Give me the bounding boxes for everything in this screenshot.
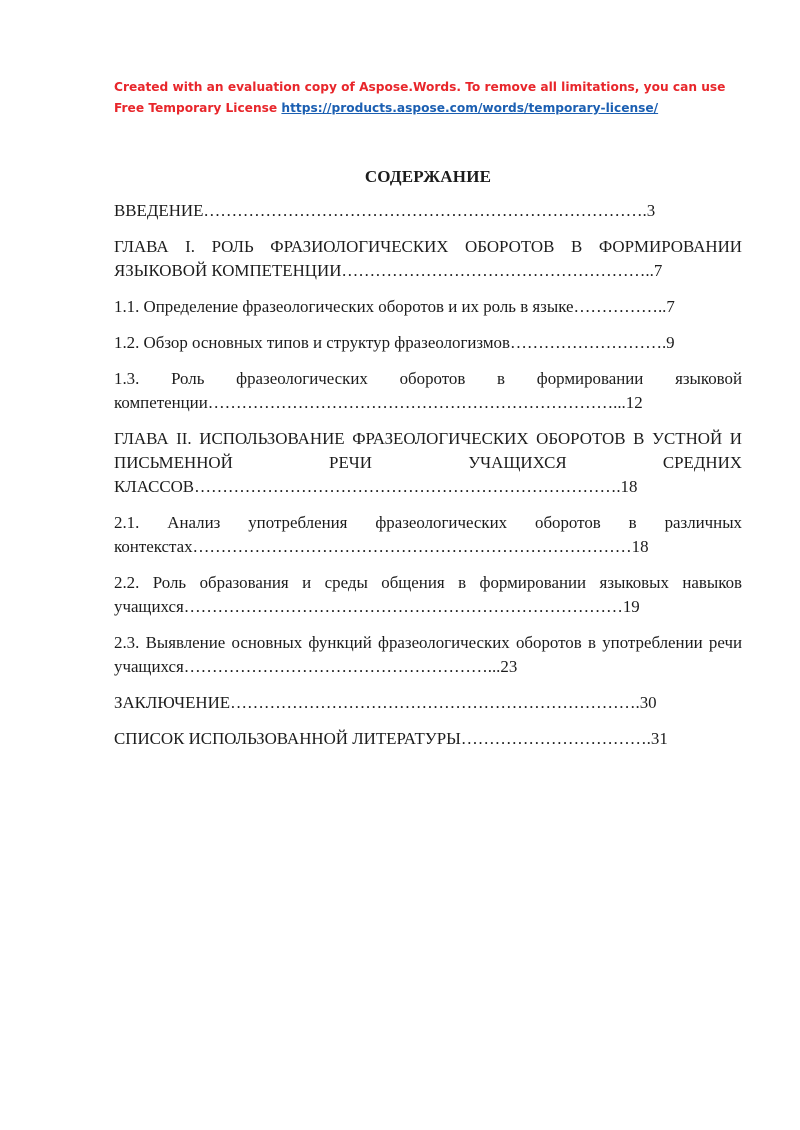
toc-entry-2-2: 2.2. Роль образования и среды общения в формировании языковых навыков учащихся……………………………………………………………………19	[114, 573, 742, 616]
watermark-prefix: Free Temporary License	[114, 101, 282, 115]
toc-entry-2-1: 2.1. Анализ употребления фразеологических оборотов в различных контекстах……………………………………………………………………18	[114, 513, 742, 556]
toc-entry-chapter-1: ГЛАВА I. РОЛЬ ФРАЗИОЛОГИЧЕСКИХ ОБОРОТОВ В ФОРМИРОВАНИИ ЯЗЫКОВОЙ КОМПЕТЕНЦИИ………………………………………………..7	[114, 237, 742, 280]
toc-title: СОДЕРЖАНИЕ	[364, 167, 492, 186]
watermark-line-1: Created with an evaluation copy of Aspose.Words. To remove all limitations, you can use	[114, 80, 726, 94]
toc-entry-1-2: 1.2. Обзор основных типов и структур фразеологизмов……………………….9	[114, 333, 675, 352]
toc-entry-1-3: 1.3. Роль фразеологических оборотов в формировании языковой компетенции………………………………………………………………...12	[114, 369, 742, 412]
license-link[interactable]: https://products.aspose.com/words/temporary-license/	[281, 101, 659, 115]
toc-entry-chapter-2: ГЛАВА II. ИСПОЛЬЗОВАНИЕ ФРАЗЕОЛОГИЧЕСКИХ ОБОРОТОВ В УСТНОЙ И ПИСЬМЕННОЙ РЕЧИ УЧАЩИХСЯ СРЕДНИХ КЛАССОВ………………………………………………………………….18	[114, 429, 742, 496]
toc-entry-1-1: 1.1. Определение фразеологических оборотов и их роль в языке……………..7	[114, 297, 675, 316]
toc-entry-2-3: 2.3. Выявление основных функций фразеологических оборотов в употреблении речи учащихся………………………………………………...23	[114, 633, 742, 676]
watermark-line-2	[114, 98, 754, 119]
table-of-contents	[114, 165, 742, 763]
evaluation-watermark	[114, 77, 754, 119]
toc-entry-introduction: ВВЕДЕНИЕ…………………………………………………………………….3	[114, 201, 656, 220]
toc-entry-references: СПИСОК ИСПОЛЬЗОВАННОЙ ЛИТЕРАТУРЫ…………………………….31	[114, 729, 668, 748]
toc-entry-conclusion: ЗАКЛЮЧЕНИЕ……………………………………………………………….30	[114, 693, 657, 712]
